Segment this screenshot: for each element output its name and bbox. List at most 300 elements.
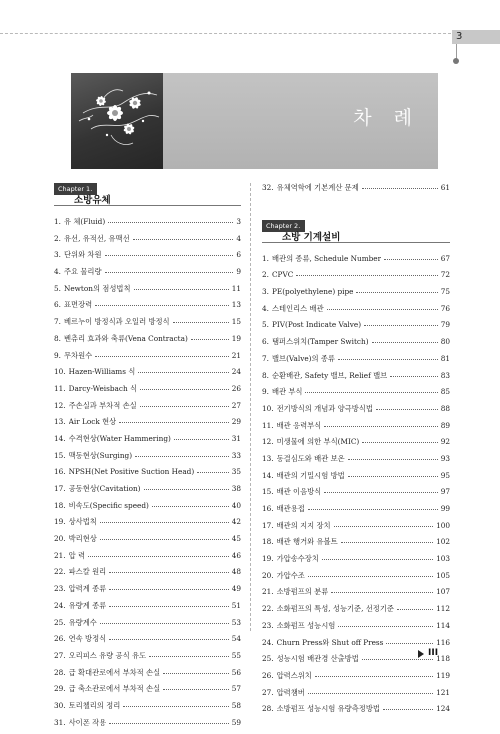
toc-entry-page: 31 — [231, 433, 241, 443]
dot-leader — [109, 723, 229, 724]
dot-leader — [362, 442, 437, 443]
toc-entry-number: 26. — [54, 634, 66, 644]
toc-entry-page: 119 — [436, 670, 450, 680]
toc-entry-number: 19. — [54, 517, 66, 527]
toc-entry-title: 표면장력 — [63, 300, 93, 310]
toc-entry-page: 53 — [231, 617, 241, 627]
toc-entry[interactable] — [262, 504, 450, 521]
toc-entry-title: 무차원수 — [63, 350, 93, 360]
toc-entry-number: 16. — [262, 504, 274, 513]
toc-entry-page: 97 — [440, 487, 450, 497]
toc-entry[interactable] — [262, 270, 450, 287]
header-side-dot — [453, 58, 459, 64]
toc-entry-number: 23. — [262, 620, 274, 630]
toc-entry[interactable] — [54, 267, 241, 284]
toc-entry-title: 압력계 종류 — [68, 584, 107, 594]
toc-entry-page: 59 — [231, 717, 241, 727]
toc-entry-title: Churn Press와 Shut off Press — [276, 637, 384, 647]
toc-entry-title: 미생물에 의한 부식(MIC) — [276, 437, 360, 447]
dot-leader — [95, 356, 229, 357]
dot-leader — [305, 392, 437, 393]
chapter-2-column — [262, 183, 450, 721]
dot-leader — [341, 542, 433, 543]
toc-entry-page: 75 — [440, 287, 450, 297]
toc-entry[interactable] — [262, 183, 450, 200]
toc-entry-page: 35 — [231, 467, 241, 477]
toc-entry-page: 105 — [436, 570, 450, 580]
dot-leader — [174, 439, 229, 440]
toc-entry-page: 11 — [231, 283, 241, 293]
chapter-spacer — [262, 200, 450, 220]
dot-leader — [308, 693, 433, 694]
toc-entry-page: 121 — [436, 687, 450, 697]
toc-entry-page: 72 — [440, 270, 450, 280]
toc-entry-number: 20. — [262, 570, 274, 580]
toc-entry-number: 11. — [262, 420, 274, 430]
toc-entry-title: 공동현상(Cavitation) — [68, 484, 141, 493]
toc-entry-title: 밸브(Valve)의 종류 — [271, 353, 335, 363]
toc-entry-title: 토리첼리의 정리 — [68, 700, 121, 710]
toc-entry-title: 상사법칙 — [68, 517, 97, 527]
toc-entry-page: 93 — [440, 453, 450, 463]
toc-entry-number: 25. — [54, 617, 66, 627]
toc-entry-page: 92 — [440, 437, 450, 447]
header-dashed-rule — [0, 33, 456, 34]
dot-leader — [133, 239, 234, 240]
toc-entry-number: 19. — [262, 554, 274, 564]
toc-entry[interactable] — [54, 300, 241, 317]
toc-entry-page: 102 — [436, 537, 450, 547]
toc-entry-number: 12. — [54, 400, 66, 410]
dot-leader — [123, 706, 228, 707]
dot-leader — [308, 576, 433, 577]
arrow-right-icon — [418, 650, 424, 658]
toc-entry-number: 20. — [54, 534, 66, 544]
toc-entry-title: 가압송수장치 — [276, 554, 319, 564]
toc-entry-title: 연속 방정식 — [68, 634, 107, 644]
dot-leader — [331, 592, 433, 593]
toc-entry-title: 배관 응력부식 — [276, 420, 322, 430]
toc-entry[interactable] — [54, 651, 241, 668]
toc-entry[interactable] — [54, 551, 241, 568]
toc-entry-page: 57 — [231, 684, 241, 694]
chapter-2-header — [262, 220, 450, 243]
dot-leader — [109, 572, 229, 573]
toc-entry-number: 29. — [54, 684, 66, 694]
dot-leader — [348, 476, 438, 477]
toc-entry[interactable] — [262, 587, 450, 604]
toc-entry[interactable] — [54, 234, 241, 251]
toc-entry[interactable] — [262, 471, 450, 488]
toc-entry-title: 주요 물리량 — [63, 267, 102, 277]
toc-entry[interactable] — [262, 254, 450, 271]
toc-entry-page: 85 — [440, 387, 450, 397]
chapter-1-list — [54, 217, 241, 734]
chapter-1-title: 소방유체 — [74, 195, 111, 206]
toc-entry-number: 6. — [262, 337, 269, 347]
toc-entry-page: 29 — [231, 417, 241, 427]
dot-leader — [134, 289, 229, 290]
toc-entry-title: 박리현상 — [68, 534, 97, 544]
toc-entry-page: 67 — [440, 253, 450, 263]
dot-leader — [105, 255, 234, 256]
toc-entry-title: 유량계 종류 — [68, 600, 107, 610]
toc-entry[interactable] — [54, 451, 241, 468]
toc-entry[interactable] — [262, 371, 450, 388]
toc-entry-page: 55 — [231, 650, 241, 660]
toc-entry-number: 15. — [262, 487, 274, 497]
toc-entry[interactable] — [54, 584, 241, 601]
dot-leader — [338, 359, 438, 360]
toc-entry[interactable] — [54, 250, 241, 267]
dot-leader — [163, 689, 229, 690]
dot-leader — [296, 275, 437, 276]
toc-entry-number: 5. — [262, 320, 269, 330]
toc-entry-number: 21. — [54, 550, 66, 560]
toc-entry[interactable] — [54, 517, 241, 534]
toc-entry-page: 13 — [231, 300, 241, 310]
toc-entry-page: 116 — [436, 637, 450, 647]
toc-entry[interactable] — [262, 421, 450, 438]
toc-entry[interactable] — [54, 668, 241, 685]
toc-entry[interactable] — [54, 384, 241, 401]
toc-entry-page: 24 — [231, 367, 241, 377]
toc-entry[interactable] — [54, 217, 241, 234]
toc-entry[interactable] — [54, 317, 241, 334]
toc-entry-title: CPVC — [271, 270, 294, 280]
toc-entry-title: 성능시험 배관경 산출방법 — [276, 654, 359, 664]
chapter-1-column — [54, 183, 241, 734]
toc-entry[interactable] — [262, 704, 450, 721]
dot-leader — [144, 489, 229, 490]
toc-entry-title: 벤츄리 효과와 축류(Vena Contracta) — [63, 333, 188, 343]
dot-leader — [191, 339, 229, 340]
toc-entry-number: 2. — [262, 270, 269, 280]
dot-leader — [362, 188, 438, 189]
dot-leader — [140, 389, 229, 390]
toc-entry-number: 5. — [54, 283, 61, 293]
dot-leader — [140, 406, 229, 407]
toc-entry-number: 21. — [262, 587, 274, 597]
toc-entry-page: 51 — [231, 600, 241, 610]
contents-banner — [71, 73, 438, 169]
toc-entry[interactable] — [262, 320, 450, 337]
toc-entry[interactable] — [54, 351, 241, 368]
toc-entry-title: 급 확대관로에서 부차적 손실 — [68, 667, 161, 677]
toc-entry-number: 9. — [54, 350, 61, 360]
toc-entry-title: 단위와 차원 — [63, 250, 102, 260]
toc-entry-number: 11. — [54, 383, 66, 393]
toc-entry[interactable] — [262, 571, 450, 588]
toc-entry-number: 24. — [262, 637, 274, 647]
toc-entry-number: 3. — [262, 287, 269, 297]
toc-entry-number: 32. — [262, 183, 274, 192]
toc-entry-number: 1. — [262, 253, 269, 263]
toc-entry[interactable] — [262, 454, 450, 471]
toc-entry-title: 배관의 지지 장치 — [276, 520, 331, 530]
toc-entry-page: 88 — [440, 403, 450, 413]
chapter-2-title: 소방 기계설비 — [282, 231, 341, 243]
toc-entry-page: 45 — [231, 534, 241, 544]
toc-entry-page: 48 — [231, 567, 241, 577]
toc-entry-number: 18. — [54, 500, 66, 510]
toc-entry-number: 27. — [262, 687, 274, 697]
chapter-1-continued-list — [262, 183, 450, 200]
toc-entry[interactable] — [54, 284, 241, 301]
toc-entry-title: 전기방식의 개념과 양극방식법 — [276, 403, 373, 413]
page-number: 3 — [456, 31, 463, 42]
toc-entry-title: 배관의 기밀시험 방법 — [276, 470, 345, 480]
toc-entry-page: 58 — [231, 700, 241, 710]
toc-entry-number: 17. — [54, 484, 66, 493]
dot-leader — [135, 456, 229, 457]
toc-entry-page: 100 — [436, 520, 450, 530]
toc-entry-page: 79 — [440, 320, 450, 330]
toc-entry-page: 118 — [436, 654, 450, 664]
toc-entry-title: 소방펌프의 분류 — [276, 587, 329, 597]
toc-entry-title: 소화펌프 성능시험 — [276, 620, 336, 630]
toc-entry-page: 26 — [231, 383, 241, 393]
toc-entry-number: 10. — [54, 367, 66, 377]
toc-entry-title: 배관 이음방식 — [276, 487, 322, 497]
dot-leader — [383, 709, 433, 710]
dot-leader — [152, 506, 229, 507]
dot-leader — [95, 305, 229, 306]
toc-entry-page: 38 — [231, 484, 241, 493]
toc-entry-page: 95 — [440, 470, 450, 480]
toc-entry-title: 가압수조 — [276, 570, 305, 580]
toc-entry[interactable] — [54, 484, 241, 501]
toc-entry-title: 유체역학에 기본계산 문제 — [276, 183, 359, 192]
toc-entry-page: 61 — [440, 183, 450, 192]
toc-entry[interactable] — [262, 554, 450, 571]
toc-entry-page: 9 — [236, 267, 241, 277]
toc-entry-title: 스테인리스 배관 — [271, 303, 324, 313]
toc-entry[interactable] — [54, 618, 241, 635]
toc-entry-title: 소화펌프의 특성, 성능기준, 선정기준 — [276, 604, 394, 614]
toc-entry-number: 8. — [54, 333, 61, 343]
dot-leader — [327, 309, 438, 310]
toc-entry-page: 81 — [440, 353, 450, 363]
toc-entry-page: 107 — [436, 587, 450, 597]
dot-leader — [397, 609, 433, 610]
toc-entry-title: 배관 부식 — [271, 387, 303, 397]
toc-entry[interactable] — [54, 567, 241, 584]
toc-entry[interactable] — [262, 537, 450, 554]
dot-leader — [100, 522, 229, 523]
dot-leader — [324, 492, 437, 493]
toc-entry-page: 42 — [231, 517, 241, 527]
toc-entry-number: 22. — [262, 604, 274, 614]
toc-entry-number: 10. — [262, 403, 274, 413]
toc-entry[interactable] — [262, 671, 450, 688]
dot-leader — [109, 639, 229, 640]
section-label: III — [428, 648, 439, 658]
toc-entry[interactable] — [54, 534, 241, 551]
dot-leader — [338, 626, 433, 627]
toc-entry[interactable] — [54, 467, 241, 484]
toc-entry-page: 80 — [440, 337, 450, 347]
dot-leader — [197, 472, 229, 473]
toc-entry-title: 비속도(Specific speed) — [68, 500, 149, 510]
dot-leader — [149, 656, 229, 657]
toc-entry-title: Newton의 점성법칙 — [63, 283, 131, 293]
toc-entry-title: 탬퍼스위치(Tamper Switch) — [271, 337, 369, 347]
toc-entry-number: 4. — [262, 303, 269, 313]
toc-entry-page: 19 — [231, 333, 241, 343]
dot-leader — [163, 673, 229, 674]
chapter-1-header — [54, 183, 241, 206]
dot-leader — [390, 376, 438, 377]
dot-leader — [100, 623, 229, 624]
toc-entry[interactable] — [262, 404, 450, 421]
chapter-2-tab: Chapter 2. — [262, 220, 305, 232]
toc-entry-number: 18. — [262, 537, 274, 547]
toc-entry-title: NPSH(Net Positive Suction Head) — [68, 467, 195, 477]
toc-entry-page: 89 — [440, 420, 450, 430]
toc-entry[interactable] — [54, 401, 241, 418]
toc-entry[interactable] — [262, 521, 450, 538]
toc-entry-page: 40 — [231, 500, 241, 510]
dot-leader — [384, 259, 438, 260]
toc-entry-number: 12. — [262, 437, 274, 447]
toc-entry[interactable] — [262, 621, 450, 638]
toc-entry-page: 4 — [236, 233, 241, 243]
toc-entry-number: 26. — [262, 670, 274, 680]
toc-entry-title: Darcy-Weisbach 식 — [68, 383, 138, 393]
toc-entry-page: 15 — [231, 317, 241, 327]
toc-entry[interactable] — [262, 354, 450, 371]
toc-entry-page: 49 — [231, 584, 241, 594]
dot-leader — [324, 426, 437, 427]
toc-entry-title: 맥동현상(Surging) — [68, 450, 133, 460]
dot-leader — [100, 539, 229, 540]
toc-entry[interactable] — [54, 701, 241, 718]
flower-illustration — [71, 73, 163, 169]
toc-entry-number: 23. — [54, 584, 66, 594]
chapter-2-rule — [262, 242, 450, 243]
toc-entry-title: Air Lock 현상 — [68, 417, 117, 427]
toc-entry-number: 24. — [54, 600, 66, 610]
toc-entry-number: 3. — [54, 250, 61, 260]
toc-entry[interactable] — [262, 688, 450, 705]
toc-entry-number: 13. — [262, 453, 274, 463]
toc-entry-title: 오리피스 유량 공식 유도 — [68, 650, 147, 660]
toc-entry-page: 56 — [231, 667, 241, 677]
toc-entry-page: 83 — [440, 370, 450, 380]
dot-leader — [315, 676, 433, 677]
toc-entry[interactable] — [262, 604, 450, 621]
toc-entry-number: 7. — [54, 317, 61, 327]
toc-entry[interactable] — [54, 718, 241, 734]
toc-entry-page: 54 — [231, 634, 241, 644]
toc-entry[interactable] — [54, 684, 241, 701]
dot-leader — [173, 322, 229, 323]
toc-entry-page: 6 — [236, 250, 241, 260]
toc-entry[interactable] — [54, 501, 241, 518]
toc-entry-number: 30. — [54, 700, 66, 710]
banner-title-area — [163, 73, 438, 169]
dot-leader — [119, 422, 229, 423]
toc-entry-number: 27. — [54, 650, 66, 660]
toc-entry-number: 16. — [54, 467, 66, 477]
dot-leader — [334, 526, 433, 527]
toc-entry[interactable] — [54, 367, 241, 384]
toc-entry-number: 2. — [54, 233, 61, 243]
dot-leader — [386, 643, 433, 644]
toc-entry-page: 103 — [436, 554, 450, 564]
dot-leader — [372, 342, 438, 343]
toc-entry[interactable] — [54, 417, 241, 434]
toc-entry-number: 7. — [262, 353, 269, 363]
toc-entry-page: 124 — [436, 704, 450, 714]
toc-entry-title: Hazen-Williams 식 — [68, 367, 136, 377]
toc-entry-title: 소방펌프 성능시험 유량측정방법 — [276, 704, 380, 714]
toc-entry-page: 33 — [231, 450, 241, 460]
toc-entry-title: 압력챔버 — [276, 687, 305, 697]
chapter-1-rule — [54, 205, 241, 206]
toc-entry-title: 수격현상(Water Hammering) — [68, 433, 171, 443]
dot-leader — [362, 659, 433, 660]
toc-entry-number: 25. — [262, 654, 274, 664]
toc-entry-page: 114 — [436, 620, 450, 630]
toc-entry[interactable] — [262, 304, 450, 321]
toc-entry-page: 21 — [231, 350, 241, 360]
toc-entry[interactable] — [54, 601, 241, 618]
toc-entry-title: 주손실과 부차적 손실 — [68, 400, 137, 410]
dot-leader — [88, 556, 229, 557]
flower-icon — [71, 73, 163, 169]
dot-leader — [109, 589, 229, 590]
toc-entry[interactable] — [262, 287, 450, 304]
toc-entry-number: 8. — [262, 370, 269, 380]
toc-entry-number: 15. — [54, 450, 66, 460]
toc-entry[interactable] — [262, 387, 450, 404]
toc-entry[interactable] — [262, 437, 450, 454]
dot-leader — [376, 409, 438, 410]
toc-entry-title: 압 력 — [68, 550, 86, 560]
toc-entry-number: 28. — [262, 704, 274, 714]
toc-entry-title: 파스칼 원리 — [68, 567, 107, 577]
toc-entry[interactable] — [54, 334, 241, 351]
dot-leader — [308, 509, 438, 510]
page-title: 차 례 — [353, 107, 420, 129]
chapter-1-tab: Chapter 1. — [54, 183, 97, 195]
toc-entry-title: 급 축소관로에서 부차적 손실 — [68, 684, 161, 694]
toc-entry-number: 6. — [54, 300, 61, 310]
toc-entry-page: 112 — [436, 604, 450, 614]
toc-entry[interactable] — [54, 634, 241, 651]
toc-entry-number: 4. — [54, 267, 61, 277]
toc-entry-title: 순환배관, Safety 밸브, Relief 밸브 — [271, 370, 388, 380]
toc-entry[interactable] — [262, 487, 450, 504]
dot-leader — [356, 292, 437, 293]
toc-entry-number: 14. — [54, 433, 66, 443]
toc-entry[interactable] — [54, 434, 241, 451]
dot-leader — [105, 272, 234, 273]
toc-entry-page: 3 — [236, 217, 241, 226]
toc-entry-number: 22. — [54, 567, 66, 577]
dot-leader — [138, 372, 228, 373]
toc-entry-number: 13. — [54, 417, 66, 427]
toc-entry-page: 76 — [440, 303, 450, 313]
toc-entry-number: 31. — [54, 717, 66, 727]
toc-entry[interactable] — [262, 337, 450, 354]
toc-entry-page: 99 — [440, 504, 450, 513]
toc-entry-title: 베르누이 방정식과 오일러 방정식 — [63, 317, 170, 327]
toc-entry-title: 배관용접 — [276, 504, 305, 513]
toc-entry-page: 27 — [231, 400, 241, 410]
